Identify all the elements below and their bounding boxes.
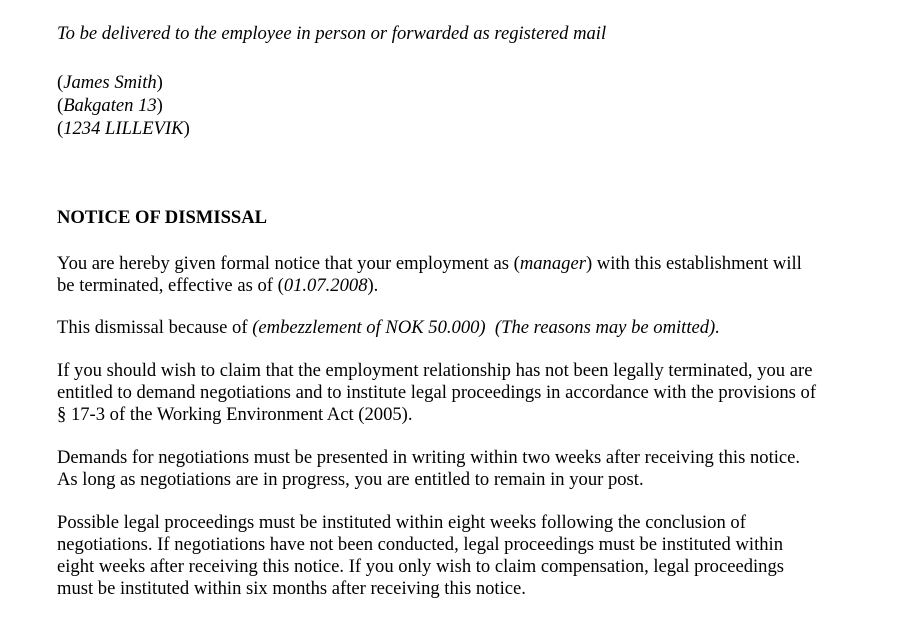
paragraph-4-line-2: As long as negotiations are in progress, you are entitled to remain in your post. xyxy=(57,469,644,490)
paragraph-4-line-1: Demands for negotiations must be presented in writing within two weeks after receiving this notice. xyxy=(57,447,801,468)
paragraph-3-line-2: entitled to demand negotiations and to institute legal proceedings in accordance with the provisions of xyxy=(57,382,817,403)
p2-reason: (embezzlement of NOK 50.000) xyxy=(252,317,486,338)
recipient-postal: (1234 LILLEVIK) xyxy=(57,118,190,139)
document-title: NOTICE OF DISMISSAL xyxy=(57,207,268,228)
paragraph-2 xyxy=(57,317,720,339)
paragraph-5-line-3: eight weeks after receiving this notice. If you only wish to claim compensation, legal proceedings xyxy=(57,556,785,577)
recipient-street-value: Bakgaten 13 xyxy=(63,95,157,116)
p1-date: 01.07.2008 xyxy=(283,275,368,296)
p1-text-a: You are hereby given formal notice that your employment as ( xyxy=(57,253,520,274)
p1-text-d: ). xyxy=(367,275,379,296)
p1-text-c: be terminated, effective as of ( xyxy=(57,275,284,296)
recipient-postal-value: 1234 LILLEVIK xyxy=(63,118,184,139)
recipient-name-value: James Smith xyxy=(63,72,157,93)
paragraph-5-line-1: Possible legal proceedings must be instituted within eight weeks following the conclusion of xyxy=(57,512,746,533)
recipient-street: (Bakgaten 13) xyxy=(57,95,163,116)
p2-note: (The reasons may be omitted). xyxy=(494,317,720,338)
paragraph-3-line-3: § 17-3 of the Working Environment Act (2005). xyxy=(57,404,413,425)
p1-position: manager xyxy=(519,253,586,274)
recipient-name: (James Smith) xyxy=(57,72,163,93)
delivery-instruction: To be delivered to the employee in person or forwarded as registered mail xyxy=(57,23,607,44)
paragraph-1-line-1 xyxy=(57,253,802,275)
paragraph-1-line-2 xyxy=(57,275,378,297)
p1-text-b: ) with this establishment will xyxy=(585,253,802,274)
paragraph-5-line-4: must be instituted within six months after receiving this notice. xyxy=(57,578,526,599)
paragraph-3-line-1: If you should wish to claim that the employment relationship has not been legally terminated, you are xyxy=(57,360,813,381)
paragraph-5-line-2: negotiations. If negotiations have not been conducted, legal proceedings must be instituted within xyxy=(57,534,784,555)
p2-lead: This dismissal because of xyxy=(57,317,253,338)
